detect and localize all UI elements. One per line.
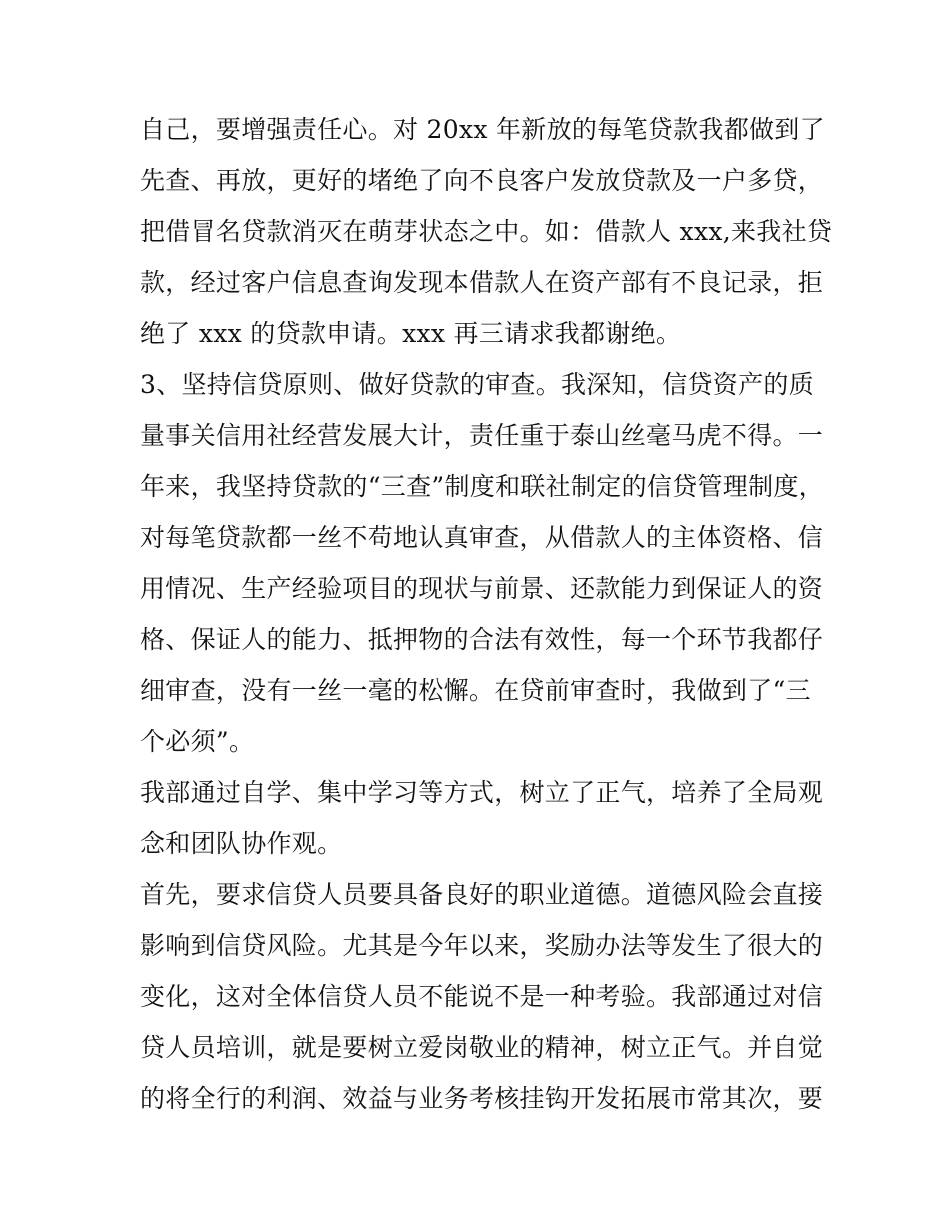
- text-line: 自己，要增强责任心。对 20xx 年新放的每笔贷款我都做到了: [140, 115, 825, 144]
- text-line: 绝了 xxx 的贷款申请。xxx 再三请求我都谢绝。: [140, 319, 682, 348]
- text-line: 对每笔贷款都一丝不苟地认真审查，从借款人的主体资格、信: [140, 523, 824, 552]
- text-line: 量事关信用社经营发展大计，责任重于泰山丝毫马虎不得。一: [140, 421, 824, 450]
- paragraph-professional-ethics: [140, 869, 824, 1124]
- paragraph-loan-responsibility: [140, 104, 833, 359]
- text-line: 细审查，没有一丝一毫的松懈。在贷前审查时，我做到了“三: [140, 676, 811, 705]
- paragraph-credit-principles: [140, 359, 824, 767]
- text-line: 变化，这对全体信贷人员不能说不是一种考验。我部通过对信: [140, 982, 824, 1011]
- text-line: 贷人员培训，就是要树立爱岗敬业的精神，树立正气。并自觉: [140, 1033, 824, 1062]
- text-line: 影响到信贷风险。尤其是今年以来，奖励办法等发生了很大的: [140, 931, 824, 960]
- text-line: 格、保证人的能力、抵押物的合法有效性，每一个环节我都仔: [140, 625, 824, 654]
- text-line: 把借冒名贷款消灭在萌芽状态之中。如：借款人 xxx,来我社贷: [140, 217, 833, 246]
- text-line: 的将全行的利润、效益与业务考核挂钩开发拓展市常其次，要: [140, 1084, 824, 1113]
- text-line: 年来，我坚持贷款的“三查”制度和联社制定的信贷管理制度，: [140, 472, 824, 501]
- text-line: 3、坚持信贷原则、做好贷款的审查。我深知，信贷资产的质: [140, 370, 815, 399]
- paragraph-team-study: [140, 767, 824, 869]
- text-line: 款，经过客户信息查询发现本借款人在资产部有不良记录，拒: [140, 268, 824, 297]
- text-line: 首先，要求信贷人员要具备良好的职业道德。道德风险会直接: [140, 880, 824, 909]
- document-body: [140, 104, 833, 1124]
- text-line: 念和团队协作观。: [140, 829, 343, 858]
- text-line: 用情况、生产经验项目的现状与前景、还款能力到保证人的资: [140, 574, 824, 603]
- text-line: 我部通过自学、集中学习等方式，树立了正气，培养了全局观: [140, 778, 824, 807]
- text-line: 先查、再放，更好的堵绝了向不良客户发放贷款及一户多贷，: [140, 166, 824, 195]
- text-line: 个必须”。: [140, 727, 255, 756]
